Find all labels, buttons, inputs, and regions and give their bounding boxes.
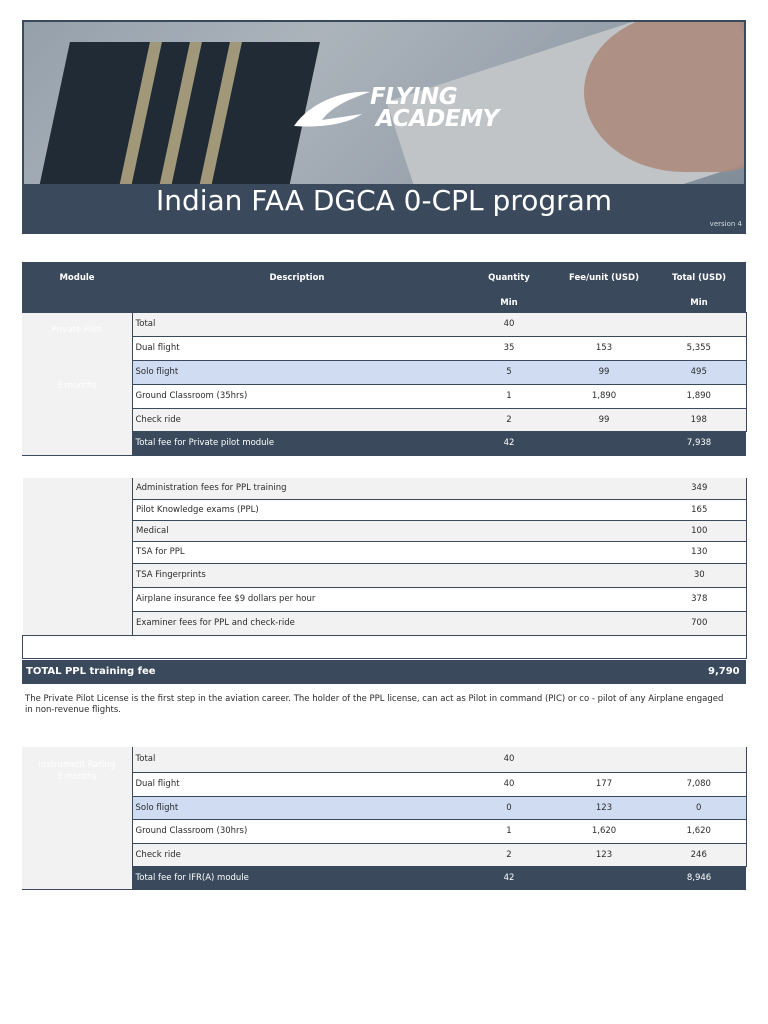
hero-banner bbox=[22, 20, 746, 234]
fee-description: Medical bbox=[133, 520, 463, 541]
fee-total: 700 bbox=[653, 611, 747, 635]
row-total: 495 bbox=[652, 360, 746, 384]
row-total: 5,355 bbox=[652, 336, 746, 360]
row-fee: 177 bbox=[556, 772, 652, 796]
grand-total-label: TOTAL PPL training fee bbox=[26, 666, 156, 677]
row-description: Ground Classroom (35hrs) bbox=[132, 384, 462, 408]
header-min-quantity: Min bbox=[462, 294, 556, 312]
row-fee: 99 bbox=[556, 360, 652, 384]
flying-academy-logo bbox=[292, 80, 532, 150]
row-fee bbox=[556, 747, 652, 772]
header-description: Description bbox=[132, 262, 462, 294]
fees-side-cell bbox=[23, 478, 133, 635]
row-description: Solo flight bbox=[132, 360, 462, 384]
ppl-module-table bbox=[22, 262, 747, 456]
ppl-fees-table bbox=[22, 478, 747, 659]
fee-total: 165 bbox=[653, 499, 747, 520]
module-total-quantity: 42 bbox=[462, 866, 556, 889]
row-fee: 99 bbox=[556, 408, 652, 431]
row-total: 246 bbox=[652, 843, 746, 866]
module-name: Private Pilot bbox=[51, 324, 103, 335]
header-total: Total (USD) bbox=[652, 262, 746, 294]
row-description: Dual flight bbox=[132, 336, 462, 360]
module-duration: 3 months bbox=[56, 380, 97, 391]
header-module: Module bbox=[22, 262, 132, 294]
version-label: version 4 bbox=[709, 220, 742, 228]
module-total-quantity: 42 bbox=[462, 431, 556, 455]
row-quantity: 0 bbox=[462, 796, 556, 819]
row-description: Dual flight bbox=[132, 772, 462, 796]
row-fee: 1,890 bbox=[556, 384, 652, 408]
row-description: Total bbox=[132, 747, 462, 772]
row-total: 1,620 bbox=[652, 819, 746, 843]
row-quantity: 5 bbox=[462, 360, 556, 384]
row-quantity: 2 bbox=[462, 843, 556, 866]
module-total-label: Total fee for IFR(A) module bbox=[132, 866, 462, 889]
fee-description: Airplane insurance fee $9 dollars per hour bbox=[133, 587, 463, 611]
row-quantity: 2 bbox=[462, 408, 556, 431]
header-min-total: Min bbox=[652, 294, 746, 312]
table-row bbox=[22, 747, 746, 772]
row-quantity: 1 bbox=[462, 384, 556, 408]
module-name: Instrument Rating bbox=[38, 760, 116, 770]
page-title: Indian FAA DGCA 0-CPL program bbox=[155, 184, 613, 217]
grand-total-bar bbox=[22, 660, 746, 684]
fee-total: 378 bbox=[653, 587, 747, 611]
module-duration: 3 months bbox=[56, 772, 97, 782]
row-description: Check ride bbox=[132, 408, 462, 431]
module-cell bbox=[22, 312, 132, 455]
ir-module-table bbox=[22, 747, 747, 890]
module-total-value: 7,938 bbox=[652, 431, 746, 455]
fee-total: 30 bbox=[653, 563, 747, 587]
fee-description: Administration fees for PPL training bbox=[133, 478, 463, 499]
row-quantity: 1 bbox=[462, 819, 556, 843]
fee-total: 130 bbox=[653, 541, 747, 563]
row-quantity: 40 bbox=[462, 772, 556, 796]
grand-total-value: 9,790 bbox=[708, 666, 740, 677]
header-quantity: Quantity bbox=[462, 262, 556, 294]
row-total: 198 bbox=[652, 408, 746, 431]
row-quantity: 35 bbox=[462, 336, 556, 360]
table-row bbox=[23, 478, 747, 499]
fee-description: Examiner fees for PPL and check-ride bbox=[133, 611, 463, 635]
fee-total: 349 bbox=[653, 478, 747, 499]
logo-text-flying: FLYING bbox=[370, 84, 458, 110]
ppl-description-note: The Private Pilot License is the first step in the aviation career. The holder of the PPL license, can act as Pilot in command (PIC) or co - pilot of any Airplane engaged in non-revenue flights. bbox=[25, 694, 724, 715]
module-total-value: 8,946 bbox=[652, 866, 746, 889]
module-cell bbox=[22, 747, 132, 889]
fee-description: TSA Fingerprints bbox=[133, 563, 463, 587]
fee-description: TSA for PPL bbox=[133, 541, 463, 563]
swoosh-icon bbox=[292, 90, 372, 130]
row-fee: 1,620 bbox=[556, 819, 652, 843]
table-row bbox=[22, 312, 746, 336]
row-quantity: 40 bbox=[462, 747, 556, 772]
row-total bbox=[652, 747, 746, 772]
row-total: 0 bbox=[652, 796, 746, 819]
module-total-label: Total fee for Private pilot module bbox=[132, 431, 462, 455]
logo-text-academy: ACADEMY bbox=[376, 106, 499, 132]
row-total bbox=[652, 312, 746, 336]
row-total: 7,080 bbox=[652, 772, 746, 796]
row-fee bbox=[556, 312, 652, 336]
header-fee-unit: Fee/unit (USD) bbox=[556, 262, 652, 294]
row-quantity: 40 bbox=[462, 312, 556, 336]
fee-description: Pilot Knowledge exams (PPL) bbox=[133, 499, 463, 520]
row-description: Total bbox=[132, 312, 462, 336]
row-description: Solo flight bbox=[132, 796, 462, 819]
row-fee: 123 bbox=[556, 796, 652, 819]
fee-total: 100 bbox=[653, 520, 747, 541]
row-fee: 123 bbox=[556, 843, 652, 866]
row-description: Check ride bbox=[132, 843, 462, 866]
table-spacer-row bbox=[23, 635, 747, 658]
row-description: Ground Classroom (30hrs) bbox=[132, 819, 462, 843]
row-fee: 153 bbox=[556, 336, 652, 360]
row-total: 1,890 bbox=[652, 384, 746, 408]
